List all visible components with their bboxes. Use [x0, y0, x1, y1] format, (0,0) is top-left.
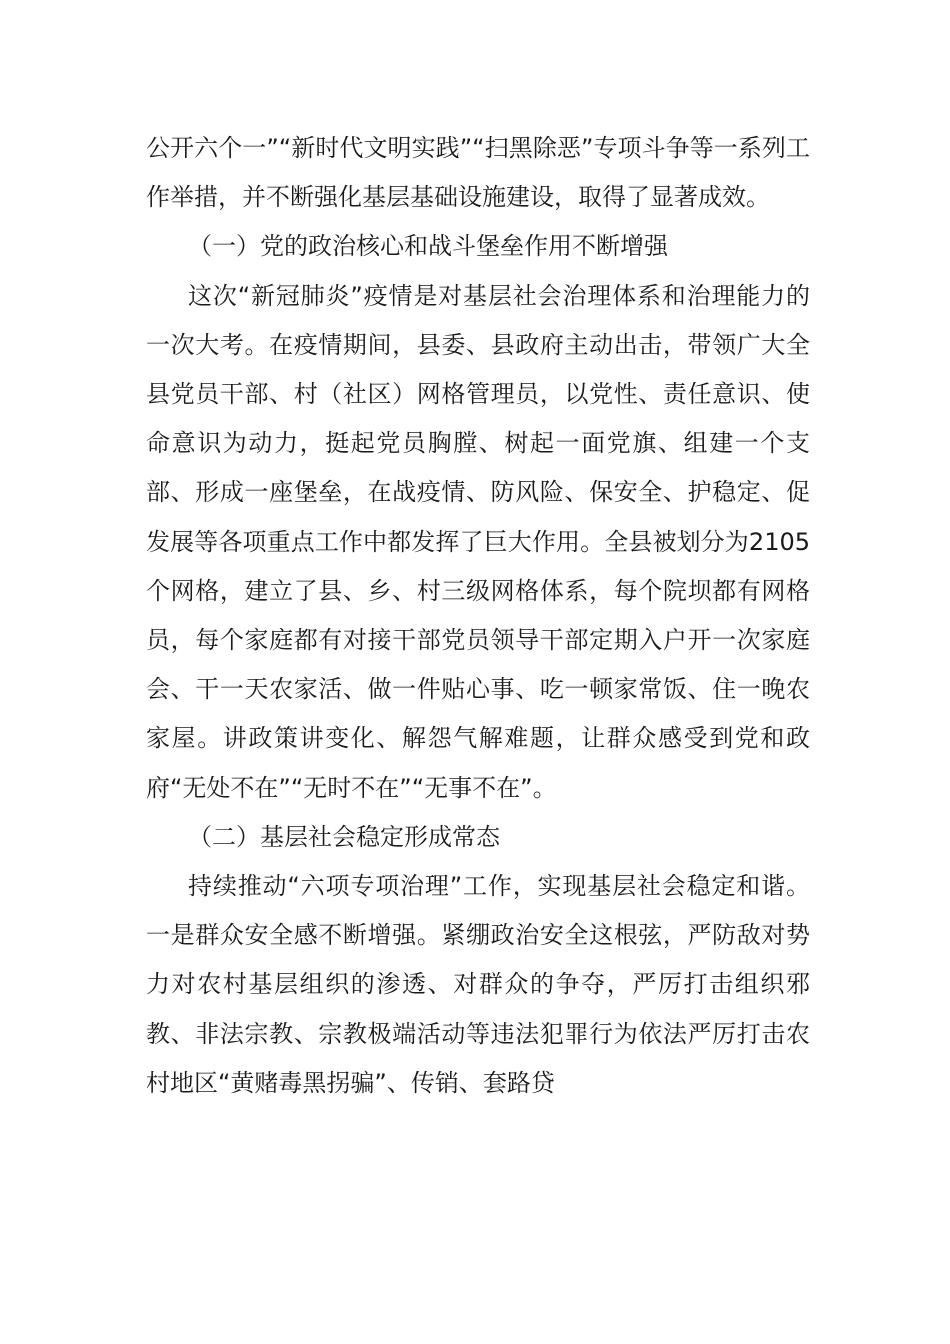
section-heading-2: （二）基层社会稳定形成常态: [188, 822, 500, 851]
paragraph-section-2: 持续推动“六项专项治理”工作，实现基层社会稳定和谐。一是群众安全感不断增强。紧绷政治安全这根弦，严防敌对势力对农村基层组织的渗透、对群众的争夺，严厉打击组织邪教、非法宗教、宗教极端活动等违法犯罪行为依法严厉打击农村地区“黄赌毒黑拐骗”、传销、套路贷: [146, 872, 810, 1097]
paragraph-section-1: 这次“新冠肺炎”疫情是对基层社会治理体系和治理能力的一次大考。在疫情期间，县委、县政府主动出击，带领广大全县党员干部、村（社区）网格管理员，以党性、责任意识、使命意识为动力，挺起党员胸膛、树起一面党旗、组建一个支部、形成一座堡垒，在战疫情、防风险、保安全、护稳定、促发展等各项重点工作中都发挥了巨大作用。全县被划分为2105个网格，建立了县、乡、村三级网格体系，每个院坝都有网格员，每个家庭都有对接干部党员领导干部定期入户开一次家庭会、干一天农家活、做一件贴心事、吃一顿家常饭、住一晚农家屋。讲政策讲变化、解怨气解难题，让群众感受到党和政府“无处不在”“无时不在”“无事不在”。: [146, 281, 810, 802]
paragraph-intro: 公开六个一”“新时代文明实践”“扫黑除恶”专项斗争等一系列工作举措，并不断强化基层基础设施建设，取得了显著成效。: [146, 134, 810, 212]
section-heading-1: （一）党的政治核心和战斗堡垒作用不断增强: [188, 232, 668, 261]
document-body: [146, 124, 810, 1108]
